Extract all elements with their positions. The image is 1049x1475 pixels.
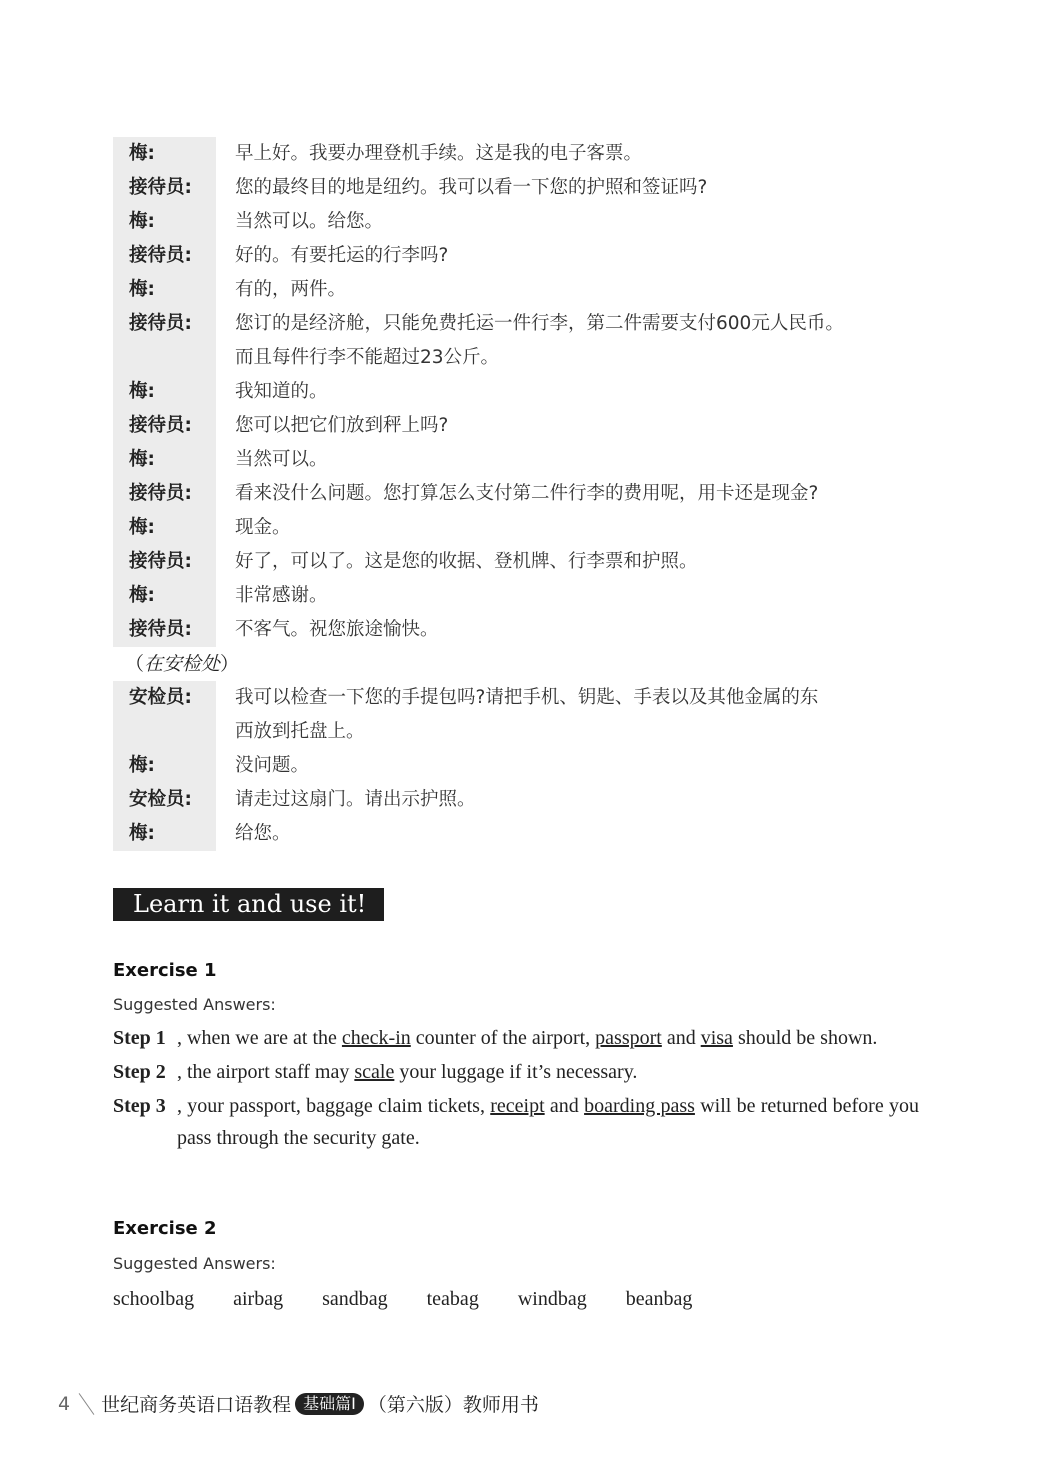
answer-word: teabag [426,1288,479,1310]
step-text: , your passport, baggage claim tickets, [177,1095,491,1117]
dialogue-line: 我可以检查一下您的手提包吗?请把手机、钥匙、手表以及其他金属的东 [235,687,819,708]
dialogue-row [113,783,919,817]
step-text: will be returned before you pass through the security gate. [177,1095,919,1149]
dialogue-line: 没问题。 [235,755,310,776]
dialogue-row [113,205,919,239]
step-label: Step 2 [113,1061,166,1083]
answer-word: airbag [233,1288,284,1310]
step-label: Step 3 [113,1095,166,1117]
exercise-1-title: Exercise 1 [113,960,217,981]
dialogue-row [113,375,919,409]
dialogue-text [216,273,919,307]
dialogue-line: 当然可以。给您。 [235,211,384,232]
answer-blank: scale [354,1061,395,1083]
speaker-label: 接待员: [113,409,216,443]
dialogue-row [113,307,919,375]
edition-text: （第六版）教师用书 [367,1394,539,1416]
answer-word: windbag [517,1288,587,1310]
speaker-label: 梅: [113,273,216,307]
speaker-label: 梅: [113,749,216,783]
speaker-label: 安检员: [113,783,216,817]
scene-note: （在安检处） [125,653,240,675]
step-text: , when we are at the [177,1027,342,1049]
speaker-label: 梅: [113,443,216,477]
step-text: should be shown. [732,1027,878,1049]
exercise-2-title: Exercise 2 [113,1218,217,1239]
dialogue-block-check-in [113,137,919,647]
answer-word: schoolbag [113,1288,195,1310]
answer-blank: check-in [341,1027,411,1049]
dialogue-line: 您订的是经济舱，只能免费托运一件行李，第二件需要支付600元人民币。 [235,313,844,334]
step-text: and [661,1027,701,1049]
dialogue-line: 我知道的。 [235,381,328,402]
speaker-label: 梅: [113,579,216,613]
speaker-label: 接待员: [113,239,216,273]
divider-slash [79,1393,95,1415]
answer-blank: visa [700,1027,733,1049]
speaker-label: 梅: [113,205,216,239]
dialogue-row [113,137,919,171]
dialogue-text [216,409,919,443]
dialogue-text [216,817,919,851]
page-number: 4 [58,1392,71,1415]
dialogue-row [113,273,919,307]
step-text: , the airport staff may [177,1061,355,1083]
speaker-label: 梅: [113,511,216,545]
speaker-label: 梅: [113,137,216,171]
page-footer [58,1390,539,1417]
section-banner: Learn it and use it! [113,888,384,921]
step-text: counter of the airport, [410,1027,596,1049]
answer-blank: boarding pass [584,1095,695,1117]
dialogue-text [216,137,919,171]
answer-blank: receipt [490,1095,545,1117]
step-item [113,1090,919,1154]
speaker-label: 安检员: [113,681,216,749]
dialogue-line: 您可以把它们放到秤上吗? [235,415,449,436]
book-title: 世纪商务英语口语教程 [101,1394,292,1416]
dialogue-line: 早上好。我要办理登机手续。这是我的电子客票。 [235,143,643,164]
speaker-label: 梅: [113,817,216,851]
step-item [113,1022,919,1054]
dialogue-text [216,239,919,273]
dialogue-text [216,477,919,511]
dialogue-row [113,681,919,749]
step-text: your luggage if it’s necessary. [394,1061,638,1083]
answer-word: beanbag [625,1288,693,1310]
exercise-2-words [113,1288,731,1311]
dialogue-row [113,239,919,273]
answer-blank: passport [595,1027,662,1049]
step-item [113,1056,919,1088]
step-label: Step 1 [113,1027,166,1049]
dialogue-row [113,443,919,477]
answer-word: sandbag [322,1288,388,1310]
dialogue-line: 非常感谢。 [235,585,328,606]
dialogue-line: 不客气。祝您旅途愉快。 [235,619,439,640]
dialogue-line: 而且每件行李不能超过23公斤。 [235,347,500,368]
dialogue-row [113,409,919,443]
speaker-label: 梅: [113,375,216,409]
dialogue-row [113,817,919,851]
dialogue-text [216,783,919,817]
dialogue-text [216,375,919,409]
dialogue-row [113,749,919,783]
step-text: and [544,1095,585,1117]
volume-badge: 基础篇Ⅰ [295,1393,364,1415]
dialogue-text [216,749,919,783]
dialogue-text [216,681,919,749]
dialogue-text [216,205,919,239]
dialogue-row [113,545,919,579]
dialogue-line: 现金。 [235,517,291,538]
dialogue-line: 西放到托盘上。 [235,721,365,742]
dialogue-block-security [113,681,919,851]
dialogue-text [216,579,919,613]
speaker-label: 接待员: [113,171,216,205]
dialogue-line: 看来没什么问题。您打算怎么支付第二件行李的费用呢，用卡还是现金? [235,483,819,504]
dialogue-line: 请走过这扇门。请出示护照。 [235,789,476,810]
dialogue-row [113,511,919,545]
speaker-label: 接待员: [113,545,216,579]
dialogue-line: 有的，两件。 [235,279,347,300]
dialogue-text [216,545,919,579]
speaker-label: 接待员: [113,613,216,647]
dialogue-line: 好的。有要托运的行李吗? [235,245,449,266]
exercise-1-steps [113,1022,919,1156]
exercise-2-subtitle: Suggested Answers: [113,1254,276,1273]
dialogue-text [216,613,919,647]
dialogue-row [113,579,919,613]
speaker-label: 接待员: [113,307,216,375]
dialogue-line: 当然可以。 [235,449,328,470]
dialogue-text [216,171,919,205]
exercise-1-subtitle: Suggested Answers: [113,995,276,1014]
scene-text: 在安检处 [144,653,221,675]
dialogue-line: 给您。 [235,823,291,844]
dialogue-line: 好了，可以了。这是您的收据、登机牌、行李票和护照。 [235,551,698,572]
dialogue-row [113,613,919,647]
dialogue-line: 您的最终目的地是纽约。我可以看一下您的护照和签证吗? [235,177,708,198]
dialogue-text [216,307,919,375]
dialogue-text [216,511,919,545]
dialogue-row [113,171,919,205]
dialogue-text [216,443,919,477]
speaker-label: 接待员: [113,477,216,511]
dialogue-row [113,477,919,511]
